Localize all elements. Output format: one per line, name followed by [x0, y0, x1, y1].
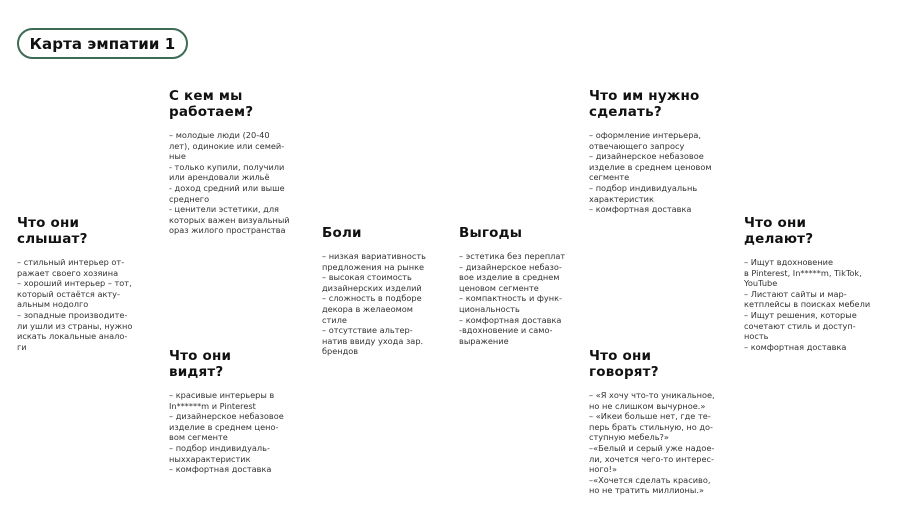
- block-text: – низкая вариативность предложения на рынке – высокая стоимость дизайнерских изделий – сложность в подборе декора в желаеомом стиле – отсутствие альтер- натив ввиду ухода зар. брендов: [322, 251, 426, 357]
- block-text: – стильный интерьер от- ражает своего хозяина – хороший интерьер – тот, который остаётся акту- альным нодолго – зопадные производите- ли ушли из страны, нужно искать локальные анало- ги: [17, 257, 133, 352]
- page-title: Карта эмпатии 1: [17, 28, 188, 59]
- block-text: – молодые люди (20-40 лет), одинокие или семей- ные - только купили, получили или арендовали жильё - доход средний или выше среднего - ценители эстетики, для которых важен визуальный ораз жилого пространства: [169, 130, 290, 236]
- block-who-we-work-with: [169, 88, 304, 236]
- block-text: – «Я хочу что-то уникальное, но не слишком вычурное.» – «Икеи больше нет, где те- перь брать стильную, но до- ступную мебель?» –«Белый и серый уже надое- ли, хочется чего-то интерес- ного!» –«Хочется сделать красиво, но не тратить миллионы.»: [589, 390, 715, 496]
- block-what-they-do: [744, 215, 884, 352]
- block-heading: Что они говорят?: [589, 348, 659, 380]
- block-text: – оформление интерьера, отвечающего запросу – дизайнерское небазовое изделие в среднем ценовом сегменте – подбор индивидуальнь характеристик – комфортная доставка: [589, 130, 712, 215]
- block-heading: Выгоды: [459, 225, 523, 241]
- block-text: – Ищут вдохновение в Pinterest, In*****m, TikTok, YouTube – Листают сайты и мар- кетплейсы в поисках мебели – Ищут решения, которые сочетают стиль и доступ- ность – комфортная доставка: [744, 257, 871, 352]
- block-heading: Что им нужно сделать?: [589, 88, 700, 120]
- block-what-they-say: [589, 348, 729, 496]
- block-what-they-hear: [17, 215, 142, 352]
- block-text: – эстетика без переплат – дизайнерское небазо- вое изделие в среднем ценовом сегменте – компактность и функ- циональность – комфортная доставка -вдохновение и само- выражение: [459, 251, 566, 346]
- block-heading: Что они слышат?: [17, 215, 88, 247]
- block-heading: Что они видят?: [169, 348, 232, 380]
- block-gains: [459, 225, 574, 346]
- block-what-they-need: [589, 88, 729, 215]
- block-pains: [322, 225, 440, 357]
- block-heading: Что они делают?: [744, 215, 814, 247]
- block-heading: Боли: [322, 225, 362, 241]
- block-text: – красивые интерьеры в In******m и Pinterest – дизайнерское небазовое изделие в среднем цено- вом сегменте – подбор индивидуаль- ныххарактеристик – комфортная доставка: [169, 390, 284, 475]
- block-heading: С кем мы работаем?: [169, 88, 254, 120]
- block-what-they-see: [169, 348, 304, 475]
